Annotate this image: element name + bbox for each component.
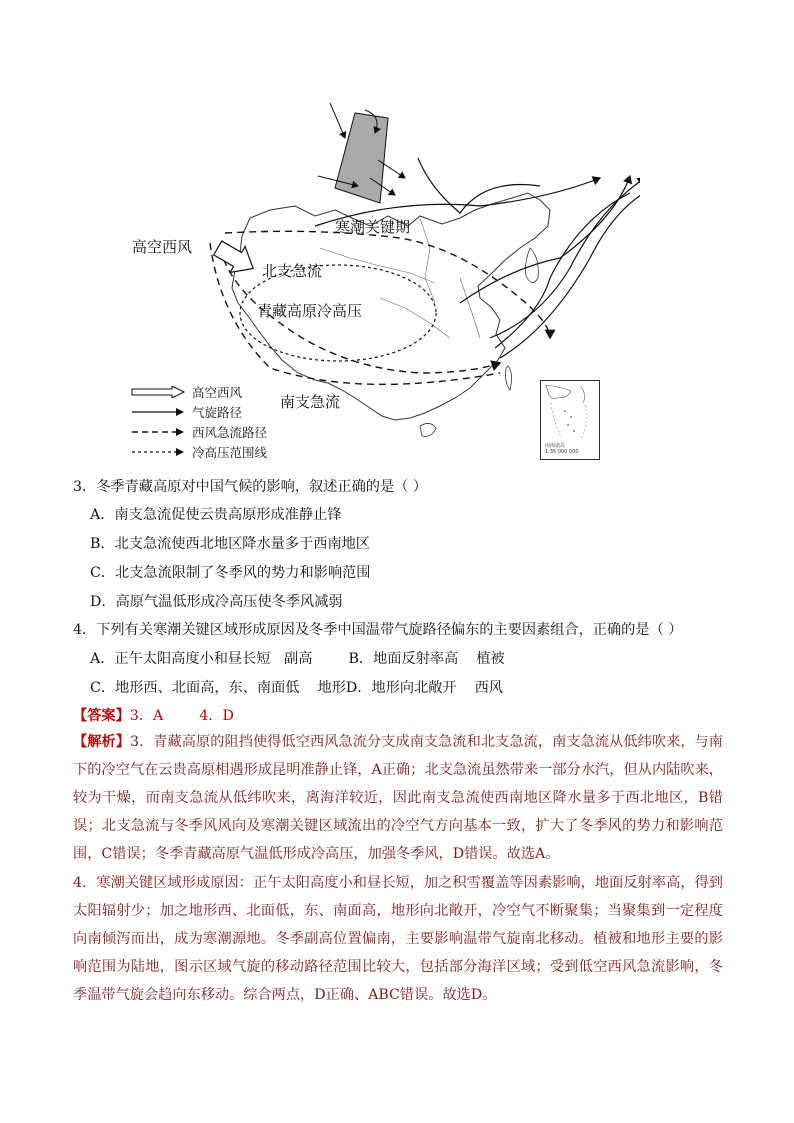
question-3-option-d: D．高原气温低形成冷高压使冬季风减弱 — [90, 594, 343, 610]
explanation-tag: 【解析】 — [73, 734, 130, 750]
explanation-paragraph-4 — [73, 869, 723, 1009]
question-3-stem: 3．冬季青藏高原对中国气候的影响，叙述正确的是（ ） — [73, 479, 428, 495]
label-plateau-high: 青藏高原冷高压 — [257, 302, 363, 320]
answer-line — [73, 705, 234, 725]
question-3-option-a: A．南支急流促使云贵高原形成准静止锋 — [90, 507, 342, 523]
question-4-options-ab: A．正午太阳高度小和昼长短 副高 B．地面反射率高 植被 — [90, 651, 505, 667]
answer-text: 3．A 4．D — [129, 708, 234, 724]
label-south-jet: 南支急流 — [280, 393, 341, 411]
question-3-option-b: B．北支急流使西北地区降水量多于西南地区 — [90, 536, 370, 552]
answer-tag: 【答案】 — [73, 708, 130, 724]
explanation-text-3: 3．青藏高原的阻挡使得低空西风急流分支成南支急流和北支急流，南支急流从低纬吹来，与南下的冷空气在云贵高原相遇形成昆明准静止锋，A正确；北支急流虽然带来一部分水汽，但从内陆吹来，较为干燥，而南支急流从低纬吹来，离海洋较近，因此南支急流使西南地区降水量多于西北地区，B错误；北支急流与冬季风风向及寒潮关键区域流出的冷空气方向基本一致，扩大了冬季风的势力和影响范围，C错误；冬季青藏高原气温低形成冷高压，加强冬季风，D错误。故选A。 — [73, 734, 723, 862]
inset-caption-title: 南海诸岛 — [545, 443, 566, 449]
question-4-options-cd: C．地形西、北面高，东、南面低 地形D．地形向北敞开 西风 — [90, 680, 503, 696]
explanation-text-4: 4．寒潮关键区域形成原因：正午太阳高度小和昼长短，加之积雪覆盖等因素影响，地面反射率高，得到太阳辐射少；加之地形西、北面低，东、南面高，地形向北敞开，冷空气不断聚集；当聚集到一定程度向南倾泻而出，成为寒潮源地。冬季副高位置偏南，主要影响温带气旋南北移动。植被和地形主要的影响范围为陆地，图示区域气旋的移动路径范围比较大，包括部分海洋区域；受到低空西风急流影响，冬季温带气旋会趋向东移动。综合两点，D正确、ABC错误。故选D。 — [73, 875, 723, 1003]
question-3-option-c: C．北支急流限制了冬季风的势力和影响范围 — [90, 565, 371, 581]
explanation-paragraph-3 — [73, 728, 723, 868]
inset-caption-scale: 1:35 000 000 — [545, 449, 579, 455]
label-north-jet: 北支急流 — [262, 262, 323, 280]
upper-westerly-arrow — [210, 235, 261, 281]
south-china-sea-inset — [540, 380, 600, 460]
label-cold-wave-key: 寒潮关键期 — [335, 218, 411, 236]
question-4-stem: 4．下列有关寒潮关键区域形成原因及冬季中国温带气旋路径偏东的主要因素组合，正确的是（ ） — [73, 622, 683, 638]
label-upper-westerly: 高空西风 — [132, 238, 193, 256]
cold-wave-key-area — [335, 113, 388, 203]
